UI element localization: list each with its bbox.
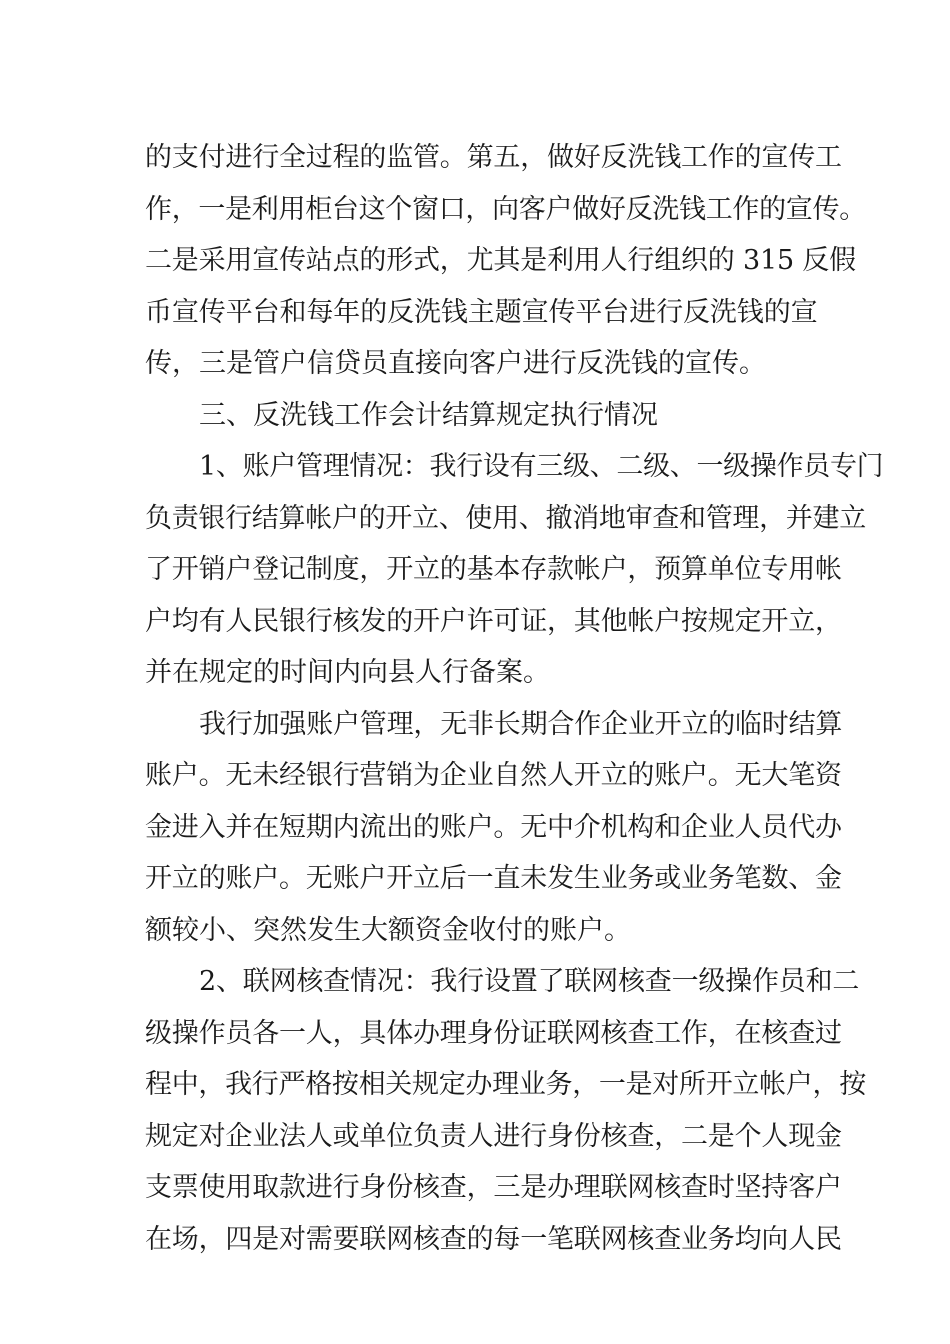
text-line: 币宣传平台和每年的反洗钱主题宣传平台进行反洗钱的宣 bbox=[145, 296, 818, 328]
text-line: 二是采用宣传站点的形式，尤其是利用人行组织的 315 反假 bbox=[145, 245, 856, 276]
text-line: 级操作员各一人，具体办理身份证联网核查工作，在核查过 bbox=[145, 1017, 842, 1049]
text-line: 额较小、突然发生大额资金收付的账户。 bbox=[145, 914, 631, 946]
text-line: 规定对企业法人或单位负责人进行身份核查，二是个人现金 bbox=[145, 1120, 842, 1152]
text-line: 并在规定的时间内向县人行备案。 bbox=[145, 657, 550, 688]
document-body bbox=[145, 132, 884, 1265]
text-line: 程中，我行严格按相关规定办理业务，一是对所开立帐户，按 bbox=[145, 1069, 866, 1100]
text-line: 支票使用取款进行身份核查，三是办理联网核查时坚持客户 bbox=[145, 1172, 842, 1203]
text-line: 负责银行结算帐户的开立、使用、撤消地审查和管理，并建立 bbox=[145, 502, 866, 534]
text-line: 1、账户管理情况：我行设有三级、二级、一级操作员专门 bbox=[199, 451, 884, 482]
text-line: 2、联网核查情况：我行设置了联网核查一级操作员和二 bbox=[199, 966, 860, 997]
text-line: 的支付进行全过程的监管。第五，做好反洗钱工作的宣传工 bbox=[145, 142, 842, 173]
text-line: 作，一是利用柜台这个窗口，向客户做好反洗钱工作的宣传。 bbox=[145, 193, 866, 225]
text-line: 传，三是管户信贷员直接向客户进行反洗钱的宣传。 bbox=[145, 348, 766, 379]
text-line: 了开销户登记制度，开立的基本存款帐户，预算单位专用帐 bbox=[145, 554, 842, 585]
text-line: 开立的账户。无账户开立后一直未发生业务或业务笔数、金 bbox=[145, 863, 842, 894]
text-line: 户均有人民银行核发的开户许可证，其他帐户按规定开立， bbox=[145, 605, 842, 637]
text-line: 金进入并在短期内流出的账户。无中介机构和企业人员代办 bbox=[145, 811, 842, 843]
section-heading: 三、反洗钱工作会计结算规定执行情况 bbox=[199, 399, 658, 431]
text-line: 在场，四是对需要联网核查的每一笔联网核查业务均向人民 bbox=[145, 1223, 842, 1255]
text-line: 账户。无未经银行营销为企业自然人开立的账户。无大笔资 bbox=[145, 760, 842, 791]
text-line: 我行加强账户管理，无非长期合作企业开立的临时结算 bbox=[199, 708, 843, 740]
